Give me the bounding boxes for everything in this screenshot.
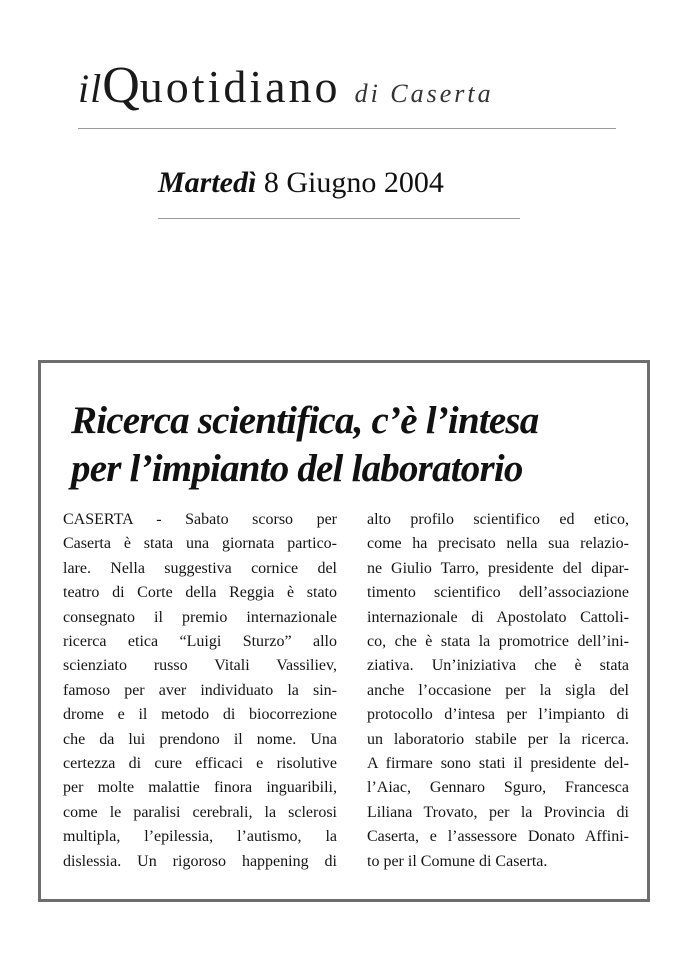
text-line: Caserta, e l’assessore Donato Affini-	[367, 828, 629, 846]
article-column-right	[367, 508, 629, 874]
text-line: famoso per aver individuato la sin-	[63, 681, 337, 699]
text-line: dislessia. Un rigoroso happening di	[63, 852, 337, 870]
text-line: CASERTA - Sabato scorso per	[63, 511, 337, 528]
masthead-q: Q	[102, 57, 140, 114]
headline-line: per l’impianto del laboratorio	[71, 447, 523, 490]
text-line: A firmare sono stati il presidente del-	[367, 755, 629, 773]
text-line: l’Aiac, Gennaro Sguro, Francesca	[367, 779, 629, 797]
text-line: certezza di cure efficaci e risolutive	[63, 755, 337, 773]
article-headline	[71, 397, 651, 493]
text-line: anche l’occasione per la sigla del	[367, 681, 629, 699]
text-line: Caserta è stata una giornata partico-	[63, 535, 337, 553]
text-line: Liliana Trovato, per la Provincia di	[367, 803, 629, 821]
text-line: protocollo d’intesa per l’impianto di	[367, 706, 629, 724]
text-line: consegnato il premio internazionale	[63, 608, 337, 626]
text-line: co, che è stata la promotrice dell’ini-	[367, 633, 629, 651]
headline-line: Ricerca scientifica, c’è l’intesa	[71, 399, 539, 442]
date-rest: 8 Giugno 2004	[256, 166, 444, 199]
text-line: un laboratorio stabile per la ricerca.	[367, 730, 629, 748]
text-line: to per il Comune di Caserta.	[367, 852, 548, 870]
newspaper-masthead	[78, 56, 618, 116]
text-line: come ha precisato nella sua relazio-	[367, 535, 629, 553]
text-line: scienziato russo Vitali Vassiliev,	[63, 657, 337, 675]
text-line: per molte malattie finora inguaribili,	[63, 779, 337, 797]
text-line: come le paralisi cerebrali, la sclerosi	[63, 803, 337, 821]
text-line: multipla, l’epilessia, l’autismo, la	[63, 828, 337, 846]
masthead-di-caserta: di Caserta	[354, 79, 494, 108]
article-clipping	[38, 360, 650, 902]
article-column-left	[63, 508, 337, 874]
text-line: timento scientifico dell’associazione	[367, 584, 629, 602]
text-line: ne Giulio Tarro, presidente del dipar-	[367, 559, 629, 577]
masthead-il: il	[78, 66, 103, 111]
text-line: internazionale di Apostolato Cattoli-	[367, 608, 629, 626]
text-line: che da lui prendono il nome. Una	[63, 730, 337, 748]
text-line: teatro di Corte della Reggia è stato	[63, 584, 337, 602]
text-line: alto profilo scientifico ed etico,	[367, 511, 629, 528]
date-weekday: Martedì	[158, 166, 257, 199]
masthead-quotidiano: uotidiano	[139, 61, 341, 112]
date-rule	[158, 218, 520, 219]
publication-date	[158, 166, 528, 200]
text-line: lare. Nella suggestiva cornice del	[63, 559, 337, 577]
text-line: ziativa. Un’iniziativa che è stata	[367, 657, 629, 675]
masthead-rule	[78, 128, 616, 129]
text-line: ricerca etica “Luigi Sturzo” allo	[63, 633, 337, 651]
text-line: drome e il metodo di biocorrezione	[63, 706, 337, 724]
